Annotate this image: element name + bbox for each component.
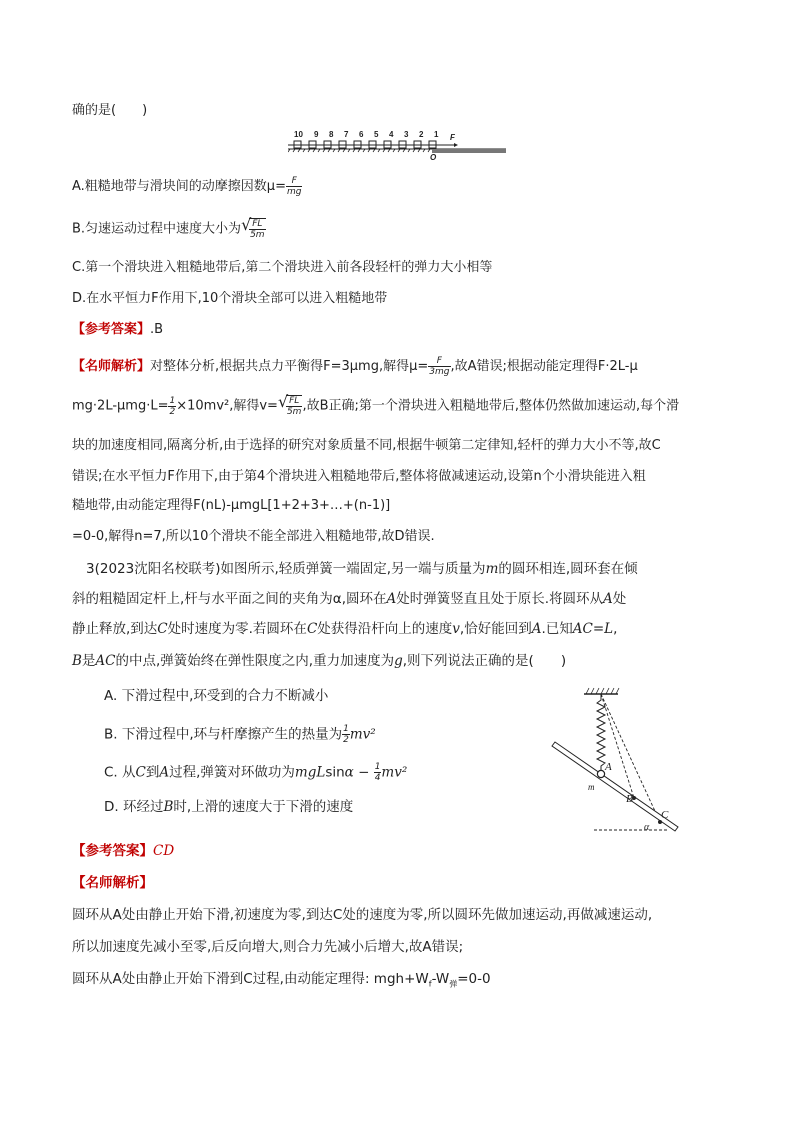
block-label-4: 4 — [389, 130, 394, 139]
answer-value: .B — [150, 322, 164, 337]
label-C: C — [661, 809, 669, 821]
q3-analysis-line-1: 圆环从A处由静止开始下滑,初速度为零,到达C处的速度为零,所以圆环先做加速运动,再做减速运动, — [72, 907, 653, 923]
option-a — [72, 176, 302, 197]
ring-spring-figure — [550, 686, 685, 834]
analysis-label: 【名师解析】 — [72, 359, 151, 374]
option-b-sqrt: √ $\frac{FL}{5m}$ — [241, 218, 266, 240]
q3-stem-line-2: 斜的粗糙固定杆上,杆与水平面之间的夹角为α,圆环在A处时弹簧竖直且处于原长.将圆环从A处 — [72, 591, 627, 607]
option-a-text: A.粗糙地带与滑块间的动摩擦因数μ= — [72, 179, 286, 194]
q3-option-d: D. 环经过B时,上滑的速度大于下滑的速度 — [104, 799, 354, 815]
analysis-line-6: =0-0,解得n=7,所以10个滑块不能全部进入粗糙地带,故D错误. — [72, 529, 435, 544]
question-stem-tail: 确的是( ) — [72, 103, 148, 118]
q3-stem-line-3: 静止释放,到达C处时速度为零.若圆环在C处获得沿杆向上的速度v,恰好能回到A.已知AC=L, — [72, 621, 618, 637]
analysis-line-1: 【名师解析】对整体分析,根据共点力平衡得F=3μmg,解得μ= $\frac{F}{3mg}$ ,故A错误;根据动能定理得F·2L-μ — [72, 356, 638, 377]
ceiling-hatch — [586, 688, 619, 694]
q3-analysis-label: 【名师解析】 — [72, 875, 153, 891]
block-label-10: 10 — [294, 130, 303, 139]
option-c: C.第一个滑块进入粗糙地带后,第二个滑块进入前各段轻杆的弹力大小相等 — [72, 260, 493, 275]
block-label-1: 1 — [434, 130, 439, 139]
q3-analysis-line-3: 圆环从A处由静止开始下滑到C过程,由动能定理得: $mgh+W_f-W_弹=0-0$ — [72, 971, 491, 989]
origin-label: O — [430, 153, 437, 162]
q3-answer-label: 【参考答案】 — [72, 843, 153, 859]
answer-line — [72, 321, 163, 339]
q3-stem-line-4: B是AC的中点,弹簧始终在弹性限度之内,重力加速度为g,则下列说法正确的是( ) — [72, 653, 567, 669]
force-label: F — [450, 133, 455, 142]
label-m: m — [588, 782, 595, 792]
q3-stem-line-1: 3(2023沈阳名校联考)如图所示,轻质弹簧一端固定,另一端与质量为m的圆环相连,圆环套在倾 — [86, 561, 638, 577]
q3-option-c: C. 从C到A过程,弹簧对环做功为mgLsinα − $\frac{1}{4}$ mv² — [104, 762, 408, 783]
option-b-text: B.匀速运动过程中速度大小为 — [72, 221, 242, 237]
block-label-8: 8 — [329, 130, 334, 139]
q3-option-b: B. 下滑过程中,环与杆摩擦产生的热量为 $\frac{1}{2}$ mv² — [104, 724, 376, 745]
analysis-line-2: mg·2L-μmg·L= $\frac{1}{2}$ ×10mv²,解得v= √ $\frac{FL}{5m}$ ,故B正确;第一个滑块进入粗糙地带后,整体仍然做加速运动,每个滑 — [72, 395, 679, 417]
block-label-5: 5 — [374, 130, 379, 139]
spring — [597, 694, 605, 772]
q3-analysis-line-2: 所以加速度先减小至零,后反向增大,则合力先减小后增大,故A错误; — [72, 939, 464, 955]
option-a-fraction: $\frac{F}{mg}$ — [286, 176, 302, 197]
option-d: D.在水平恒力F作用下,10个滑块全部可以进入粗糙地带 — [72, 291, 388, 306]
q3-answer-line — [72, 842, 174, 860]
option-b — [72, 218, 266, 240]
q3-option-a: A. 下滑过程中,环受到的合力不断减小 — [104, 688, 329, 704]
label-B: B — [626, 793, 633, 805]
inclined-rod — [552, 742, 678, 831]
force-arrowhead — [454, 143, 458, 147]
block-label-2: 2 — [419, 130, 424, 139]
blocks-figure — [288, 128, 508, 162]
q3-answer-value: CD — [153, 843, 175, 859]
ring — [597, 770, 604, 777]
analysis-line-4: 错误;在水平恒力F作用下,由于第4个滑块进入粗糙地带后,整体将做减速运动,设第n个小滑块能进入粗 — [72, 469, 646, 484]
analysis-line-3: 块的加速度相同,隔离分析,由于选择的研究对象质量不同,根据牛顿第二定律知,轻杆的弹力大小不等,故C — [72, 438, 661, 453]
rough-zone — [432, 149, 506, 153]
block-label-6: 6 — [359, 130, 364, 139]
label-A: A — [605, 761, 612, 773]
block-label-7: 7 — [344, 130, 349, 139]
block-label-3: 3 — [404, 130, 409, 139]
block-label-9: 9 — [314, 130, 319, 139]
answer-label: 【参考答案】 — [72, 322, 151, 337]
label-alpha: α — [644, 822, 650, 833]
analysis-line-5: 糙地带,由动能定理得F(nL)-μmgL[1+2+3+…+(n-1)] — [72, 498, 391, 513]
